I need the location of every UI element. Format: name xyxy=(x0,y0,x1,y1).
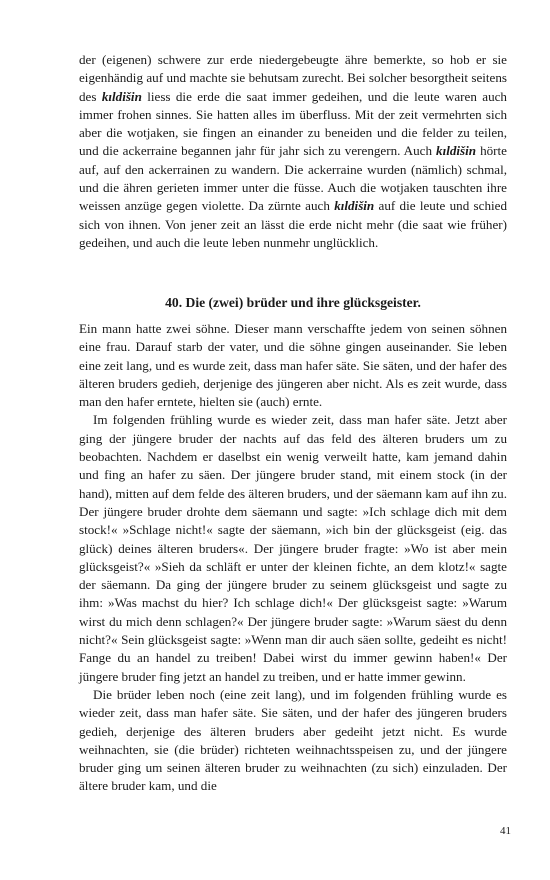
paragraph-text xyxy=(79,51,507,252)
text-run: der (eigenen) schwere zur erde niedergebeugte ähre bemerkte, so hob er sie eigenhändig auf und machte sie behutsam zurecht. Bei solcher besorgtheit seitens des xyxy=(79,52,507,104)
text-run: hörte auf, auf den ackerrainen zu wandern. Die ackerraine wurden (nämlich) schmal, und die ähren gerieten immer unter die füsse. Auch die wotjaken tauschten ihre weissen anzüge gegen violette. Da zürnte auch xyxy=(79,143,507,214)
section-heading: 40. Die (zwei) brüder und ihre glücksgeister. xyxy=(165,295,421,310)
paragraph-spring: Im folgenden frühling wurde es wieder zeit, dass man hafer säte. Jetzt aber ging der jüngere bruder der nachts auf das feld des älteren bruders um zu beobachten. Nachdem er daselbst ein wenig verweilt hatte, kam jemand dahin und fing an hafer zu säen. Der jüngere bruder stand, mit einem stock (in der hand), mitten auf dem felde des älteren bruders, und der säemann kam auf ihn zu. Der jüngere bruder drohte dem säemann und sagte: »Ich schlage dich mit dem stock!« »Schlage nicht!« sagte der säemann, »ich bin der glücksgeist (eig. das glück) deines älteren bruders«. Der jüngere bruder fragte: »Wo ist aber mein glücksgeist?« »Sieh da schläft er unter der kleinen fichte, an dem klotz!« sagte der säemann. Da ging der jüngere bruder zu seinem glücksgeist und sagte zu ihm: »Was machst du hier? Ich schlage dich!« Der glücksgeist sagte: »Warum wirst du mich denn schlagen?« Der jüngere bruder sagte: »Warum säest du denn nicht?« Sein glücksgeist sagte: »Wenn man dir auch säen sollte, gedeiht es nicht! Fange du an handel zu treiben! Dabei wirst du immer gewinn haben!« Der jüngere bruder fing jetzt an handel zu treiben, und er hatte immer gewinn. xyxy=(79,412,507,684)
paragraph-opening: Ein mann hatte zwei söhne. Dieser mann verschaffte jedem von seinen söhnen eine frau. Darauf starb der vater, und die söhne gingen auseinander. Sie leben eine zeit lang, und es wurde zeit, dass man hafer säte. Sie säten, und der hafer des älteren bruders gedieh, derjenige des jüngeren aber nicht. Als es zeit wurde, dass man den hafer erntete, hielten sie (auch) ernte. xyxy=(79,321,507,410)
name-kildisin: kıldišin xyxy=(436,143,477,159)
paragraph-continued xyxy=(79,51,507,252)
paragraph-christmas: Die brüder leben noch (eine zeit lang), und im folgenden frühling wurde es wieder zeit, dass man hafer säte. Sie säten, und der hafer des jüngeren bruders gedieh, derjenige des älteren bruders aber gedeiht jetzt nicht. Es wurde weihnachten, sie (die brüder) richteten weihnachtsspeisen zu, und der jüngere bruder ging um seinen älteren bruder zu weihnachten (zu sich) einzuladen. Der ältere bruder kam, und die xyxy=(79,686,507,794)
text-run: liess die erde die saat immer gedeihen, und die leute waren auch immer frohen sinnes. Sie hatten alles im überfluss. Mit der zeit vermehrten sich aber die wotjaken, sie fingen an einander zu beneiden und die felder zu teilen, und die ackerraine begannen jahr für jahr sich zu verengern. Auch xyxy=(79,88,507,159)
name-kildisin: kıldišin xyxy=(101,88,142,104)
story-body xyxy=(79,320,507,796)
text-run: auf die leute und schied sich von ihnen. Von jener zeit an lässt die erde nicht mehr (die saat wie früher) gedeihen, und auch die leute leben nunmehr unglücklich. xyxy=(79,198,508,250)
page-number: 41 xyxy=(500,825,511,837)
name-kildisin: kıldišin xyxy=(334,198,375,214)
